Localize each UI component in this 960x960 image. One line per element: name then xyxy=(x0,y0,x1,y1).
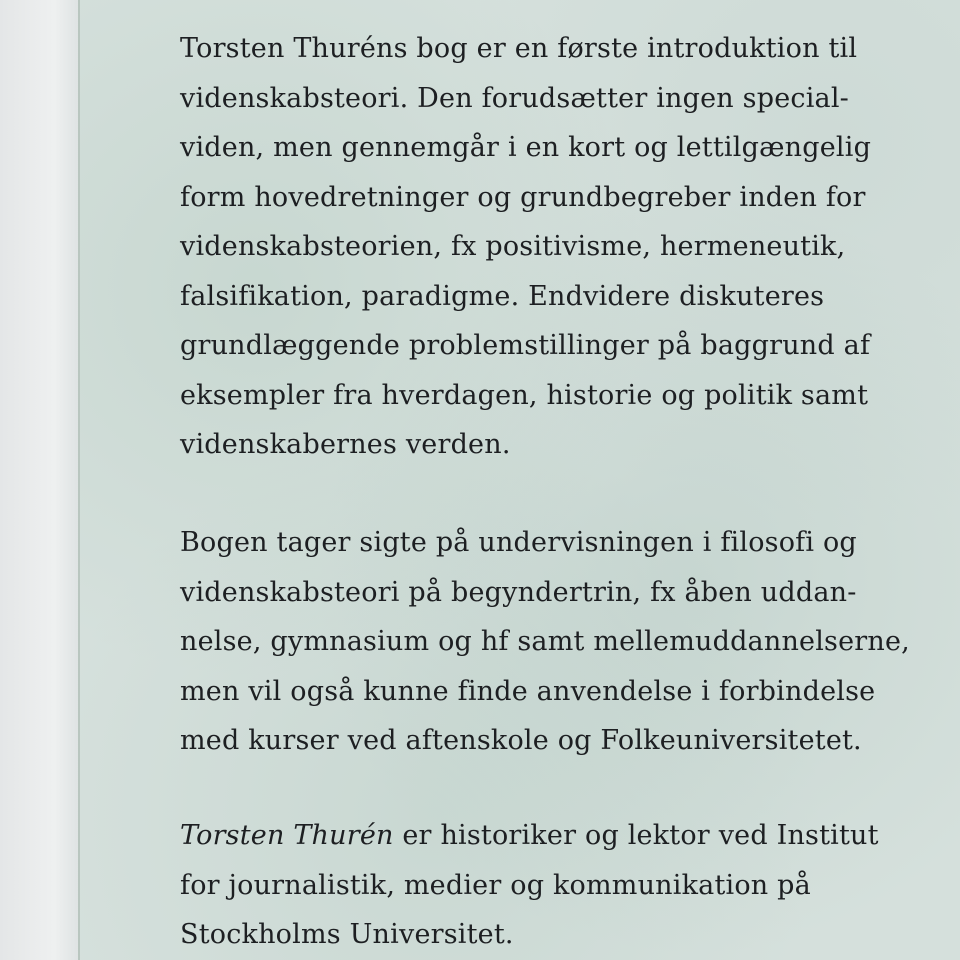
description-paragraph xyxy=(180,24,871,470)
text-line: videnskabsteori på begyndertrin, fx åben uddan- xyxy=(180,576,857,608)
author-name: Torsten Thurén xyxy=(180,820,394,851)
text-line: nelse, gymnasium og hf samt mellemuddannelserne, xyxy=(180,626,910,657)
text-line: grundlæggende problemstillinger på baggrund af xyxy=(180,330,871,361)
text-line: er historiker og lektor ved Institut xyxy=(393,820,879,851)
adjacent-page xyxy=(0,0,78,960)
author-bio-paragraph xyxy=(180,811,879,960)
text-line: videnskabsteori. Den forudsætter ingen special- xyxy=(180,82,850,114)
text-line: viden, men gennemgår i en kort og lettilgængelig xyxy=(180,132,872,163)
text-line: med kurser ved aftenskole og Folkeuniversitetet. xyxy=(180,725,862,756)
text-line: falsifikation, paradigme. Endvidere diskuteres xyxy=(180,280,825,312)
text-line: Bogen tager sigte på undervisningen i filosofi og xyxy=(180,527,857,558)
audience-paragraph xyxy=(180,518,910,766)
text-line: Stockholms Universitet. xyxy=(180,919,514,950)
text-line: videnskabernes verden. xyxy=(180,429,511,460)
text-line: men vil også kunne finde anvendelse i forbindelse xyxy=(180,675,876,707)
text-line: eksempler fra hverdagen, historie og politik samt xyxy=(180,379,869,411)
text-line: videnskabsteorien, fx positivisme, hermeneutik, xyxy=(180,231,846,262)
text-line: for journalistik, medier og kommunikation på xyxy=(180,869,811,901)
text-line: form hovedretninger og grundbegreber inden for xyxy=(180,181,866,213)
text-line: Torsten Thuréns bog er en første introduktion til xyxy=(180,33,858,64)
